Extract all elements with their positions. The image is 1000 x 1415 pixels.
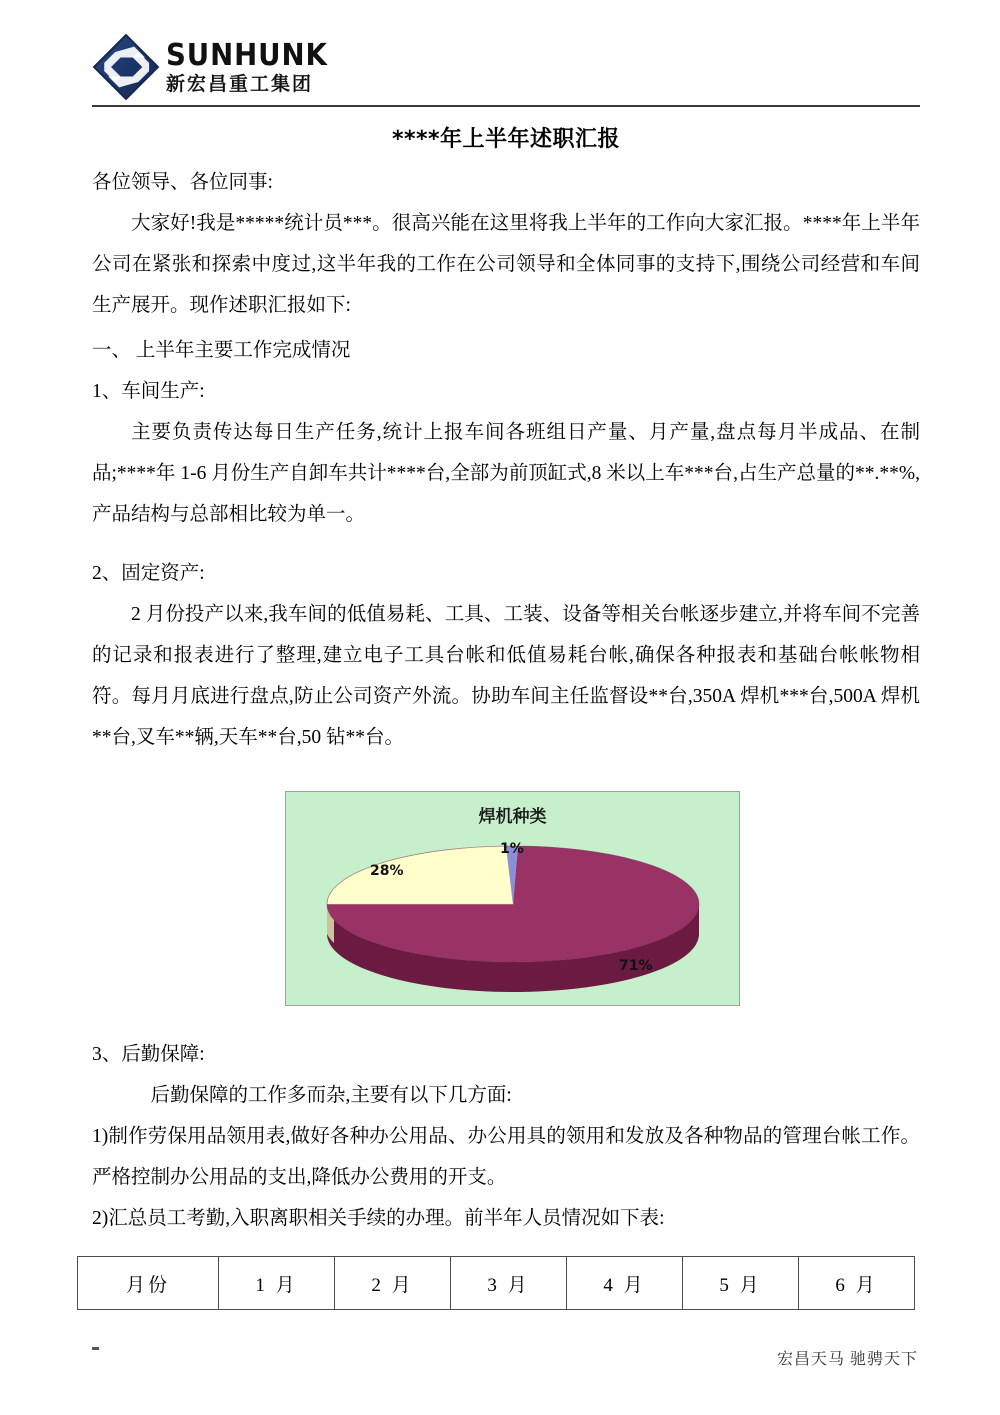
table-header-cell-month-label: 月份: [78, 1257, 219, 1310]
pie-label-28-percent: 28%: [370, 863, 404, 879]
chart-title: 焊机种类: [478, 807, 547, 827]
logo-chinese-text: 新宏昌重工集团: [166, 72, 314, 95]
item2-body: 2 月份投产以来,我车间的低值易耗、工具、工装、设备等相关台帐逐步建立,并将车间不完善的记录和报表进行了整理,建立电子工具台帐和低值易耗台帐,确保各种报表和基础台帐帐物相符。每月月底进行盘点,防止公司资产外流。协助车间主任监督设**台,350A 焊机***台,500A 焊机**台,叉车**辆,天车**台,50 钻**台。: [92, 604, 920, 748]
item3-sub2: 2)汇总员工考勤,入职离职相关手续的办理。前半年人员情况如下表:: [92, 1208, 665, 1229]
table-header-cell-may: 5 月: [683, 1257, 799, 1310]
sunhunk-diamond-logo-icon: [92, 31, 160, 103]
pie-label-1-percent: 1%: [500, 841, 524, 857]
footer-slogan: 宏昌天马 驰骋天下: [776, 1351, 918, 1368]
table-header-cell-feb: 2 月: [335, 1257, 451, 1310]
intro-paragraph: 大家好!我是*****统计员***。很高兴能在这里将我上半年的工作向大家汇报。****年上半年公司在紧张和探索中度过,这半年我的工作在公司领导和全体同事的支持下,围绕公司经营和车间生产展开。现作述职汇报如下:: [92, 213, 920, 316]
table-row: [78, 1257, 915, 1310]
page-title: ****年上半年述职汇报: [391, 127, 621, 152]
item3-heading: 3、后勤保障:: [92, 1044, 205, 1065]
item1-body: 主要负责传达每日生产任务,统计上报车间各班组日产量、月产量,盘点每月半成品、在制品;****年 1-6 月份生产自卸车共计****台,全部为前顶缸式,8 米以上车***台,占生产总量的**.**%,产品结构与总部相比较为单一。: [92, 422, 920, 525]
item1-heading: 1、车间生产:: [92, 381, 205, 402]
pie-label-71-percent: 71%: [619, 958, 653, 974]
item3-sub1: 1)制作劳保用品领用表,做好各种办公用品、办公用具的领用和发放及各种物品的管理台帐工作。严格控制办公用品的支出,降低办公费用的开支。: [92, 1126, 920, 1188]
item2-heading: 2、固定资产:: [92, 563, 205, 584]
table-header-cell-mar: 3 月: [451, 1257, 567, 1310]
item3-lead: 后勤保障的工作多而杂,主要有以下几方面:: [150, 1085, 512, 1106]
monthly-personnel-table: [77, 1256, 915, 1310]
welder-type-pie-chart: [285, 791, 740, 1006]
logo-wordmark: [166, 37, 342, 95]
header-divider: [92, 105, 920, 107]
logo-latin-text: SUNHUNK: [166, 37, 328, 73]
table-header-cell-jan: 1 月: [219, 1257, 335, 1310]
letterhead: [92, 28, 918, 106]
table-header-cell-apr: 4 月: [567, 1257, 683, 1310]
table-header-cell-jun: 6 月: [799, 1257, 915, 1310]
pie-slice-28: [327, 846, 513, 904]
salutation: 各位领导、各位同事:: [92, 172, 273, 193]
footer-marker: [92, 1347, 99, 1350]
section-one-heading: 一、 上半年主要工作完成情况: [92, 340, 351, 361]
